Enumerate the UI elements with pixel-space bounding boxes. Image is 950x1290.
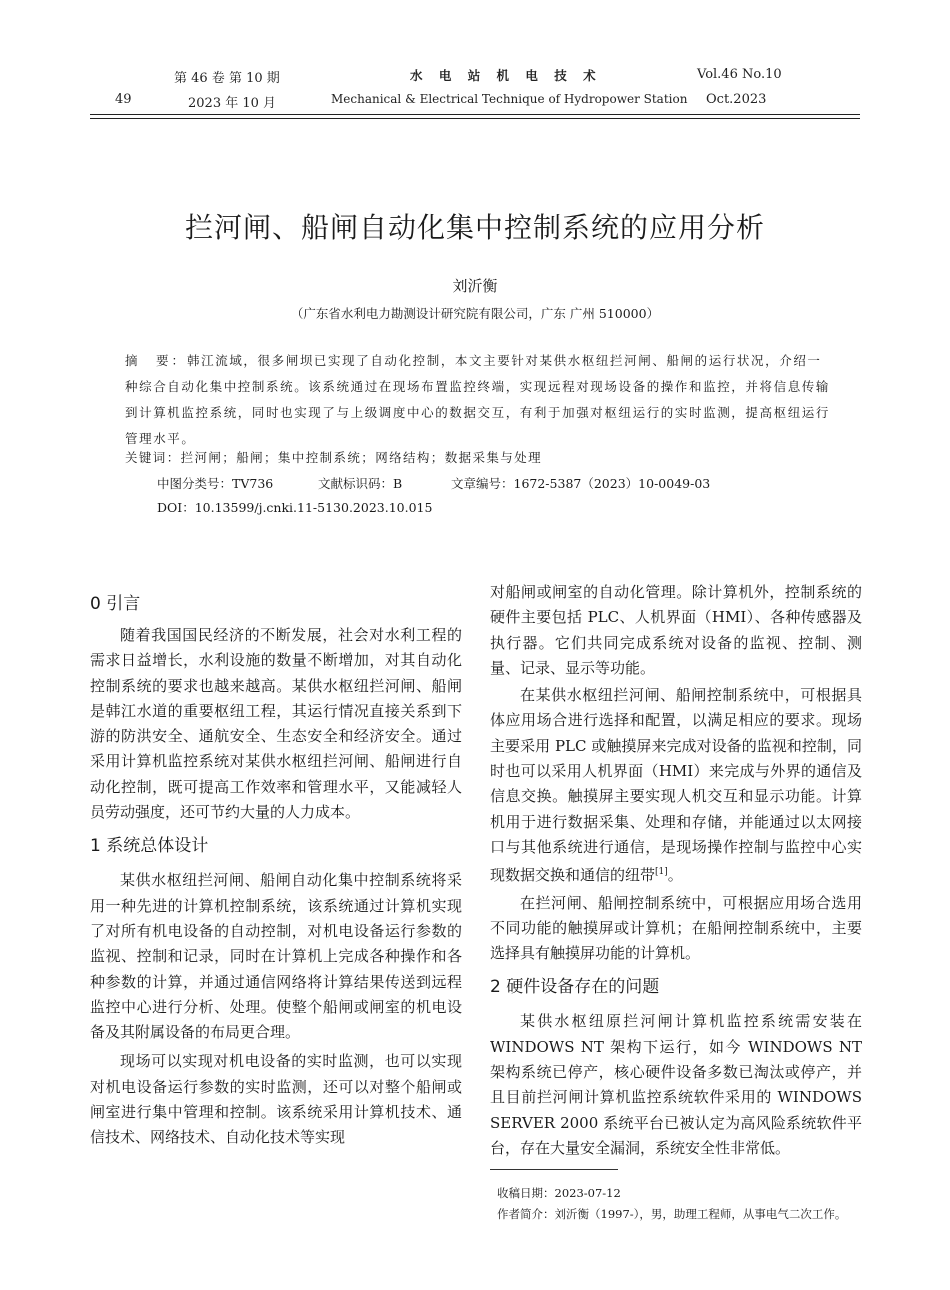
header-rule-thin xyxy=(90,118,860,119)
paragraph: 某供水枢纽拦河闸、船闸自动化集中控制系统将采用一种先进的计算机控制系统，该系统通过计算机实现了对所有机电设备的自动控制，对机电设备运行参数的监视、控制和记录，同时在计算机上完成各种操作和各种参数的计算，并通过通信网络将计算结果传送到远程监控中心进行分析、处理。使整个船闸或闸室的机电设备及其附属设备的布局更合理。 xyxy=(90,871,462,1042)
keywords-text: 拦河闸；船闸；集中控制系统；网络结构；数据采集与处理 xyxy=(180,450,543,465)
journal-title-cn: 水 电 站 机 电 技 术 xyxy=(410,68,602,83)
citation-ref[interactable]: [1] xyxy=(655,867,668,878)
author-bio: 作者简介：刘沂衡（1997-），男，助理工程师，从事电气二次工作。 xyxy=(497,1207,847,1221)
doi: DOI：10.13599/j.cnki.11-5130.2023.10.015 xyxy=(157,500,433,515)
header-rule-thick xyxy=(90,114,860,115)
paragraph: 随着我国国民经济的不断发展，社会对水利工程的需求日益增长，水利设施的数量不断增加，对其自动化控制系统的要求也越来越高。某供水枢纽拦河闸、船闸是韩江水道的重要枢纽工程，其运行情况直接关系到下游的防洪安全、通航安全、生态安全和经济安全。通过采用计算机监控系统对某供水枢纽拦河闸、船闸进行自动化控制，既可提高工作效率和管理水平，又能减轻人员劳动强度，还可节约大量的人力成本。 xyxy=(90,626,462,822)
paragraph: 某供水枢纽原拦河闸计算机监控系统需安装在 WINDOWS NT 架构下运行，如今 WINDOWS NT 架构系统已停产，核心硬件设备多数已淘汰或停产，并且目前拦河闸计算机监控系统软件采用的 WINDOWS SERVER 2000 系统平台已被认定为高风险系统软件平台，存在大量安全漏洞，系统安全性非常低。 xyxy=(490,1012,862,1157)
keywords-label: 关键词： xyxy=(125,450,181,465)
section-1-heading: 1 系统总体设计 xyxy=(90,836,209,857)
volume-issue: 第 46 卷 第 10 期 xyxy=(174,71,280,86)
abstract xyxy=(125,348,830,452)
abstract-text: 韩江流域，很多闸坝已实现了自动化控制，本文主要针对某供水枢纽拦河闸、船闸的运行状况，介绍一种综合自动化集中控制系统。该系统通过在现场布置监控终端，实现远程对现场设备的操作和监控，并将信息传输到计算机监控系统，同时也实现了与上级调度中心的数据交互，有利于加强对枢纽运行的实时监测，提高枢纽运行管理水平。 xyxy=(125,353,831,446)
author-affiliation: （广东省水利电力勘测设计研究院有限公司，广东 广州 510000） xyxy=(290,306,660,321)
paragraph: 对船闸或闸室的自动化管理。除计算机外，控制系统的硬件主要包括 PLC、人机界面（HMI）、各种传感器及执行器。它们共同完成系统对设备的监视、控制、测量、记录、显示等功能。 xyxy=(490,583,862,677)
article-title: 拦河闸、船闸自动化集中控制系统的应用分析 xyxy=(184,211,765,244)
footnote-rule xyxy=(490,1169,618,1170)
paragraph-text: 在某供水枢纽拦河闸、船闸控制系统中，可根据具体应用场合进行选择和配置，以满足相应的要求。现场主要采用 PLC 或触摸屏来完成对设备的监视和控制，同时也可以采用人机界面（HMI）来完成与外界的通信及信息交换。触摸屏主要实现人机交互和显示功能。计算机用于进行数据采集、处理和存储，并能通过以太网接口与其他系统进行通信，是现场操作控制与监控中心实现数据交换和通信的纽带 xyxy=(490,686,862,885)
right-column xyxy=(490,580,862,1161)
paragraph: 在拦河闸、船闸控制系统中，可根据应用场合选用不同功能的触摸屏或计算机；在船闸控制系统中，主要选择具有触摸屏功能的计算机。 xyxy=(490,893,862,963)
date-en: Oct.2023 xyxy=(706,92,767,107)
received-date: 收稿日期：2023-07-12 xyxy=(497,1186,621,1200)
document-code: 文献标识码：B xyxy=(318,476,403,491)
left-column xyxy=(90,592,462,1151)
abstract-label: 摘 要： xyxy=(125,353,188,368)
article-number: 文章编号：1672-5387（2023）10-0049-03 xyxy=(451,476,711,491)
paragraph-end: 。 xyxy=(667,866,683,885)
journal-title-en: Mechanical & Electrical Technique of Hydropower Station xyxy=(331,92,688,106)
author-name: 刘沂衡 xyxy=(452,277,498,295)
clc-number: 中图分类号：TV736 xyxy=(157,476,274,491)
section-2-heading: 2 硬件设备存在的问题 xyxy=(490,977,660,998)
paragraph xyxy=(490,683,862,888)
section-0-heading: 0 引言 xyxy=(90,594,141,614)
issue-date: 2023 年 10 月 xyxy=(188,96,277,111)
keywords xyxy=(125,448,830,466)
paragraph: 现场可以实现对机电设备的实时监测，也可以实现对机电设备运行参数的实时监测，还可以对整个船闸或闸室进行集中管理和控制。该系统采用计算机技术、通信技术、网络技术、自动化技术等实现 xyxy=(90,1052,462,1147)
volume-en: Vol.46 No.10 xyxy=(697,67,782,82)
page-number: 49 xyxy=(115,92,132,107)
